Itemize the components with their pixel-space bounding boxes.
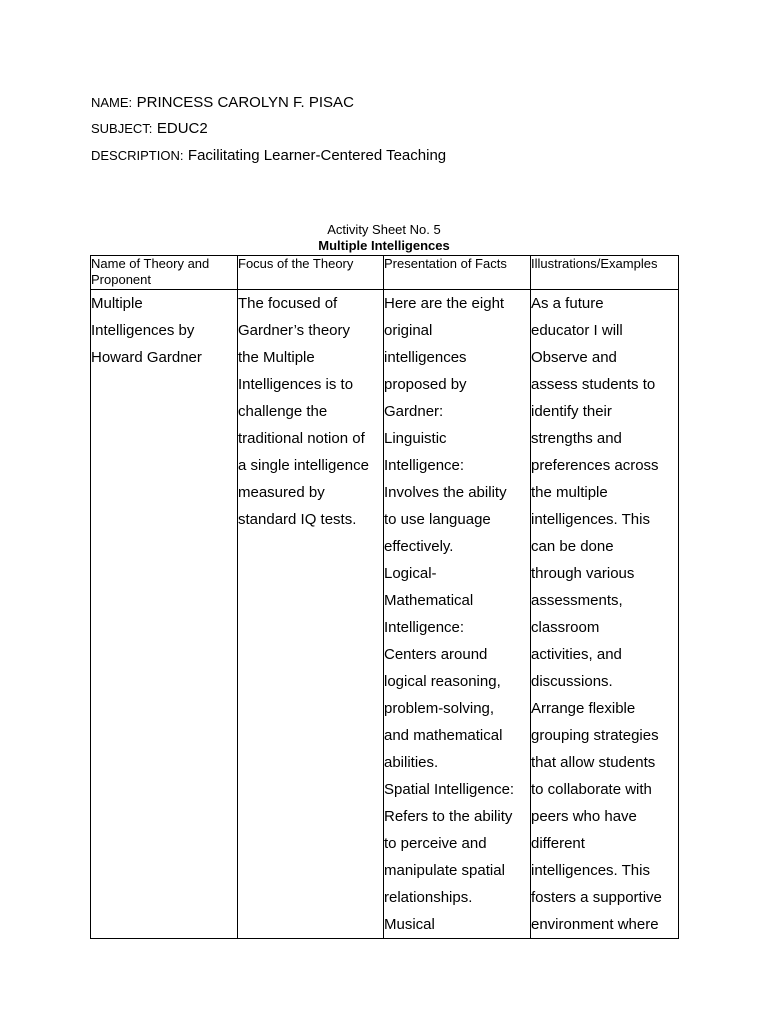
text-line: As a future [531,295,604,312]
text-line: Intelligences is to [238,376,354,393]
text-line: and mathematical [384,727,503,744]
description-line [91,147,446,165]
facts-text [384,290,530,938]
text-line: discussions. [531,673,613,690]
text-line: Observe and [531,349,617,366]
text-line: relationships. [384,889,473,906]
text-line: assess students to [531,376,656,393]
subject-value: EDUC2 [156,120,208,137]
theory-name-text [91,290,237,371]
text-line: Spatial Intelligence: [384,781,515,798]
text-line: classroom [531,619,600,636]
text-line: intelligences. This [531,862,650,879]
text-line: different [531,835,585,852]
text-line: activities, and [531,646,622,663]
text-line: environment where [531,916,659,933]
table-row [91,290,679,939]
subject-line [91,120,208,138]
cell-focus [238,290,384,939]
subject-label: SUBJECT: [91,121,153,136]
text-line: Mathematical [384,592,474,609]
name-label: NAME: [91,95,133,110]
text-line: standard IQ tests. [238,511,357,528]
section-title: Multiple Intelligences [318,238,450,253]
text-line: through various [531,565,635,582]
text-line: challenge the [238,403,328,420]
text-line: intelligences. This [531,511,650,528]
text-line: Gardner’s theory [238,322,351,339]
header-facts: Presentation of Facts [384,256,531,290]
name-line [91,94,354,112]
text-line: original [384,322,433,339]
text-line: Refers to the ability [384,808,513,825]
text-line: Intelligences by [91,322,195,339]
text-line: grouping strategies [531,727,659,744]
text-line: to perceive and [384,835,487,852]
text-line: the multiple [531,484,608,501]
text-line: measured by [238,484,325,501]
text-line: Musical [384,916,435,933]
text-line: Intelligence: [384,457,465,474]
text-line: to use language [384,511,491,528]
text-line: The focused of [238,295,338,312]
text-line: Here are the eight [384,295,505,312]
text-line: fosters a supportive [531,889,662,906]
text-line: Multiple [91,295,143,312]
text-line: effectively. [384,538,454,555]
text-line: Logical- [384,565,437,582]
activity-sheet-title: Activity Sheet No. 5 [327,222,441,237]
text-line: traditional notion of [238,430,365,447]
text-line: strengths and [531,430,622,447]
text-line: Arrange flexible [531,700,636,717]
header-focus: Focus of the Theory [238,256,384,290]
text-line: identify their [531,403,612,420]
text-line: educator I will [531,322,623,339]
examples-text [531,290,678,938]
text-line: a single intelligence [238,457,369,474]
text-line: proposed by [384,376,467,393]
text-line: preferences across [531,457,659,474]
text-line: Howard Gardner [91,349,202,366]
text-line: problem-solving, [384,700,495,717]
cell-theory-name [91,290,238,939]
cell-facts [384,290,531,939]
cell-examples [531,290,679,939]
focus-text [238,290,383,533]
text-line: the Multiple [238,349,315,366]
text-line: Gardner: [384,403,444,420]
text-line: logical reasoning, [384,673,501,690]
header-theory-name: Name of Theory and Proponent [91,256,238,290]
multiple-intelligences-table [90,255,679,939]
text-line: Centers around [384,646,488,663]
name-value: PRINCESS CAROLYN F. PISAC [136,94,354,111]
text-line: that allow students [531,754,656,771]
header-examples: Illustrations/Examples [531,256,679,290]
text-line: to collaborate with [531,781,652,798]
table-header-row [91,256,679,290]
text-line: peers who have [531,808,637,825]
text-line: Linguistic [384,430,447,447]
text-line: assessments, [531,592,623,609]
description-value: Facilitating Learner-Centered Teaching [187,147,447,164]
description-label: DESCRIPTION: [91,148,184,163]
text-line: can be done [531,538,614,555]
text-line: intelligences [384,349,467,366]
text-line: Involves the ability [384,484,507,501]
text-line: abilities. [384,754,439,771]
text-line: manipulate spatial [384,862,505,879]
text-line: Intelligence: [384,619,465,636]
